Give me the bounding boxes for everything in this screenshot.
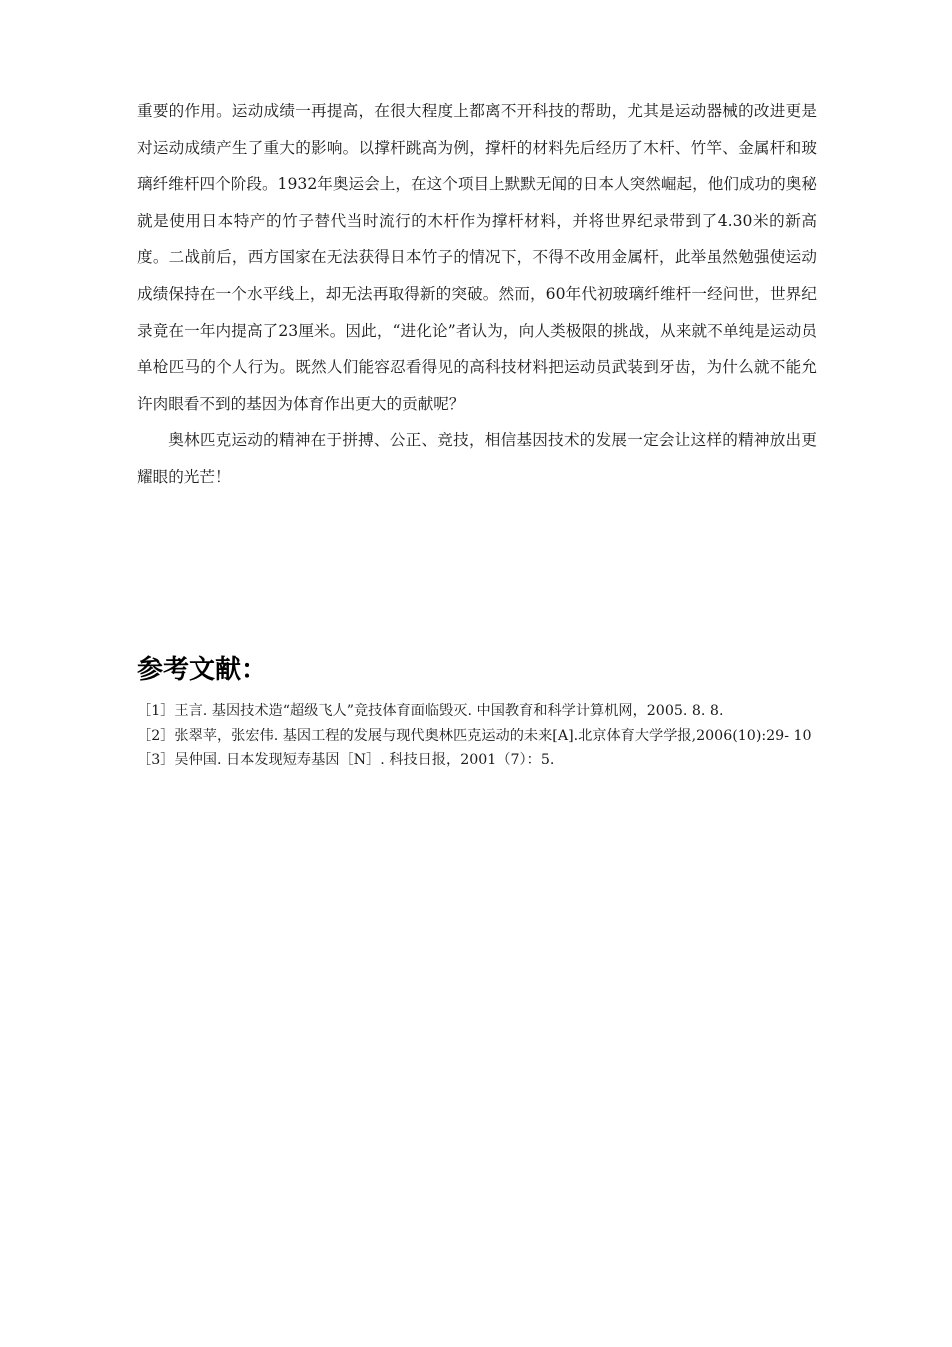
reference-item-2: ［2］张翠苹，张宏伟. 基因工程的发展与现代奥林匹克运动的未来[A].北京体育大学学报,2006(10):29- 10 <box>137 727 812 744</box>
body-paragraph-1: 重要的作用。运动成绩一再提高，在很大程度上都离不开科技的帮助，尤其是运动器械的改进更是对运动成绩产生了重大的影响。以撑杆跳高为例，撑杆的材料先后经历了木杆、竹竿、金属杆和玻璃纤维杆四个阶段。1932年奥运会上，在这个项目上默默无闻的日本人突然崛起，他们成功的奥秘就是使用日本特产的竹子替代当时流行的木杆作为撑杆材料，并将世界纪录带到了4.30米的新高度。二战前后，西方国家在无法获得日本竹子的情况下，不得不改用金属杆，此举虽然勉强使运动成绩保持在一个水平线上，却无法再取得新的突破。然而，60年代初玻璃纤维杆一经问世，世界纪录竟在一年内提高了23厘米。因此，“进化论”者认为，向人类极限的挑战，从来就不单纯是运动员单枪匹马的个人行为。既然人们能容忍看得见的高科技材料把运动员武装到牙齿，为什么就不能允许肉眼看不到的基因为体育作出更大的贡献呢？ <box>137 102 817 413</box>
references-heading: 参考文献： <box>137 655 268 685</box>
reference-item-3: ［3］吴仲国. 日本发现短寿基因［N］. 科技日报，2001（7）：5. <box>137 752 555 768</box>
body-paragraph-2: 奥林匹克运动的精神在于拼搏、公正、竞技，相信基因技术的发展一定会让这样的精神放出更耀眼的光芒！ <box>137 431 817 486</box>
reference-item-1: ［1］王言. 基因技术造“超级飞人”竞技体育面临毁灭. 中国教育和科学计算机网，2005. 8. 8. <box>137 703 724 719</box>
body-text <box>137 93 817 496</box>
references-list <box>137 699 817 773</box>
